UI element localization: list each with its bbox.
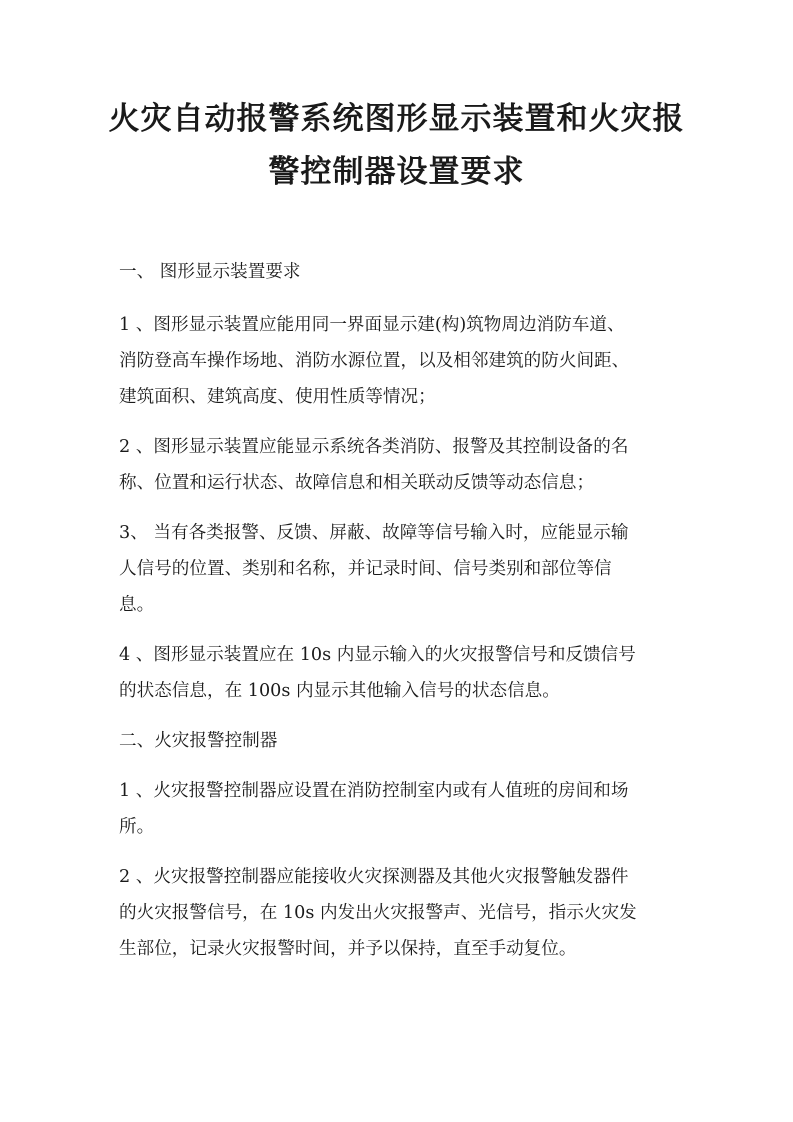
document-title-line-1: 火灾自动报警系统图形显示装置和火灾报 <box>108 101 685 137</box>
paragraph-2-2-line-3: 生部位，记录火灾报警时间，并予以保持，直至手动复位。 <box>119 939 577 959</box>
paragraph-1-3-line-1: 3、 当有各类报警、反馈、屏蔽、故障等信号输入时，应能显示输 <box>119 523 629 543</box>
paragraph-1-1-line-2: 消防登高车操作场地、消防水源位置，以及相邻建筑的防火间距、 <box>119 351 630 371</box>
section-heading-1: 一、 图形显示装置要求 <box>119 262 301 282</box>
paragraph-1-4-line-2: 的状态信息，在 100s 内显示其他输入信号的状态信息。 <box>119 681 560 701</box>
paragraph-2-1-line-1: 1 、火灾报警控制器应设置在消防控制室内或有人值班的房间和场 <box>119 781 629 801</box>
paragraph-1-2-line-2: 称、位置和运行状态、故障信息和相关联动反馈等动态信息； <box>119 473 595 493</box>
paragraph-1-4-line-1: 4 、图形显示装置应在 10s 内显示输入的火灾报警信号和反馈信号 <box>119 645 636 665</box>
paragraph-2-2-line-1: 2 、火灾报警控制器应能接收火灾探测器及其他火灾报警触发器件 <box>119 867 629 887</box>
paragraph-2-2-line-2: 的火灾报警信号，在 10s 内发出火灾报警声、光信号，指示火灾发 <box>119 903 637 923</box>
paragraph-2-1-line-2: 所。 <box>119 817 155 837</box>
paragraph-1-3-line-2: 人信号的位置、类别和名称，并记录时间、信号类别和部位等信 <box>119 559 612 579</box>
document-title-line-2: 警控制器设置要求 <box>268 154 525 190</box>
paragraph-1-3-line-3: 息。 <box>119 595 155 615</box>
section-heading-2: 二、火灾报警控制器 <box>119 731 278 751</box>
paragraph-1-1-line-1: 1 、图形显示装置应能用同一界面显示建(构)筑物周边消防车道、 <box>119 315 625 335</box>
paragraph-1-1-line-3: 建筑面积、建筑高度、使用性质等情况； <box>119 387 436 407</box>
paragraph-1-2-line-1: 2 、图形显示装置应能显示系统各类消防、报警及其控制设备的名 <box>119 437 629 457</box>
